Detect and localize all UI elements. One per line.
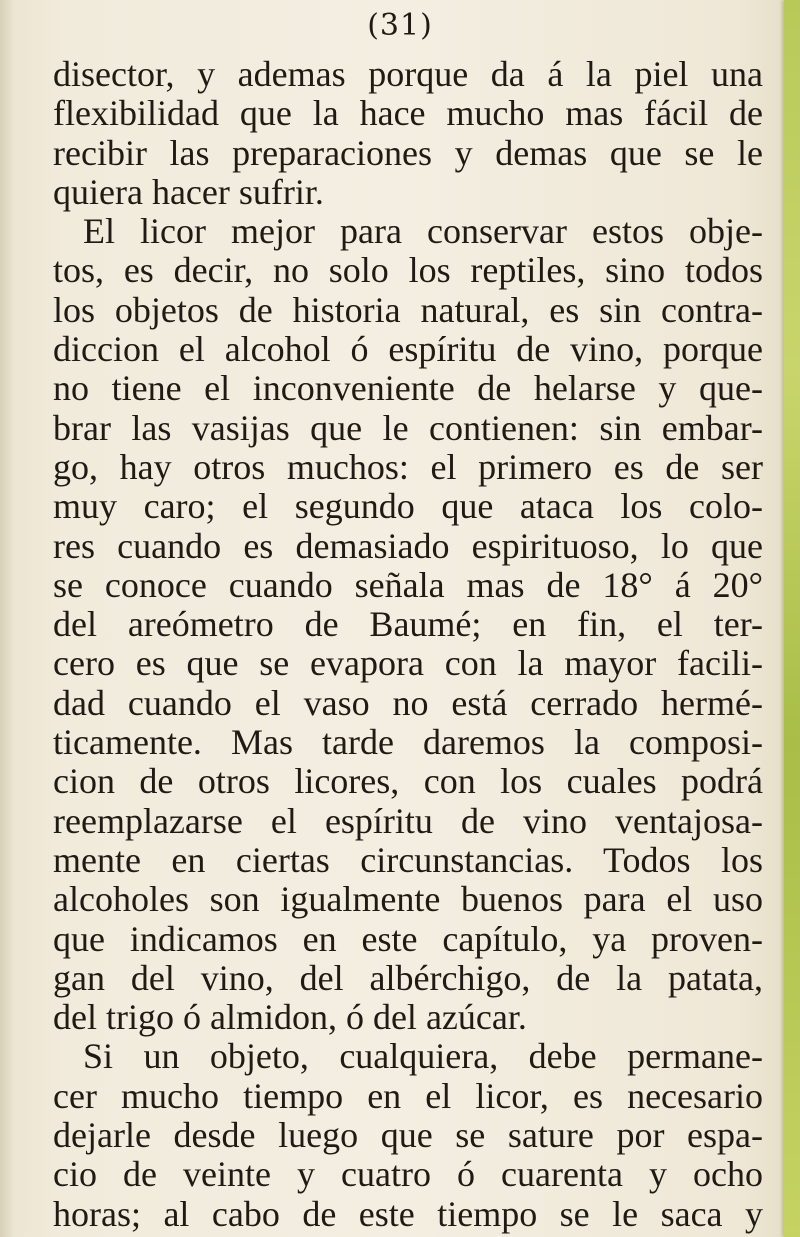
page-gutter-shadow	[0, 0, 14, 1237]
text-line: brar las vasijas que le contienen: sin embar-	[53, 407, 763, 448]
text-line: go, hay otros muchos: el primero es de ser	[53, 446, 763, 487]
text-line: Si un objeto, cualquiera, debe permane-	[83, 1036, 763, 1077]
text-line: reemplazarse el espíritu de vino ventajosa-	[53, 800, 763, 841]
page-number: (31)	[367, 8, 433, 43]
text-line: cero es que se evapora con la mayor facili-	[53, 643, 763, 684]
text-line: que indicamos en este capítulo, ya proven-	[53, 918, 763, 959]
text-line: cion de otros licores, con los cuales podrá	[53, 761, 763, 802]
text-line: recibir las preparaciones y demas que se le	[53, 132, 763, 173]
body-text	[53, 55, 763, 1234]
text-line: tos, es decir, no solo los reptiles, sino todos	[53, 250, 763, 291]
text-line: del areómetro de Baumé; en fin, el ter-	[53, 604, 763, 645]
text-line: del trigo ó almidon, ó del azúcar.	[53, 997, 527, 1038]
text-line: gan del vino, del albérchigo, de la patata,	[53, 957, 763, 998]
text-line: mente en ciertas circunstancias. Todos los	[53, 839, 763, 880]
text-line: disector, y ademas porque da á la piel una	[53, 54, 763, 94]
text-line: diccion el alcohol ó espíritu de vino, porque	[53, 329, 763, 370]
text-line: muy caro; el segundo que ataca los colo-	[53, 486, 763, 527]
text-line: ticamente. Mas tarde daremos la composi-	[53, 722, 763, 763]
text-line: quiera hacer sufrir.	[53, 171, 324, 212]
text-line: los objetos de historia natural, es sin contra-	[53, 289, 763, 330]
text-line: dad cuando el vaso no está cerrado hermé-	[53, 682, 763, 723]
text-line: se conoce cuando señala mas de 18° á 20°	[53, 564, 763, 605]
text-line: flexibilidad que la hace mucho mas fácil de	[53, 93, 763, 134]
text-line: res cuando es demasiado espirituoso, lo que	[53, 525, 763, 566]
text-line: no tiene el inconveniente de helarse y que-	[53, 368, 763, 409]
text-line: cio de veinte y cuatro ó cuarenta y ocho	[53, 1154, 763, 1195]
text-line: El licor mejor para conservar estos obje-	[83, 211, 763, 252]
text-line: horas; al cabo de este tiempo se le saca y	[53, 1193, 763, 1234]
text-line: dejarle desde luego que se sature por espa-	[53, 1115, 763, 1156]
text-line: cer mucho tiempo en el licor, es necesario	[53, 1075, 763, 1116]
page-edge-binding	[784, 0, 800, 1237]
text-line: alcoholes son igualmente buenos para el uso	[53, 879, 763, 920]
